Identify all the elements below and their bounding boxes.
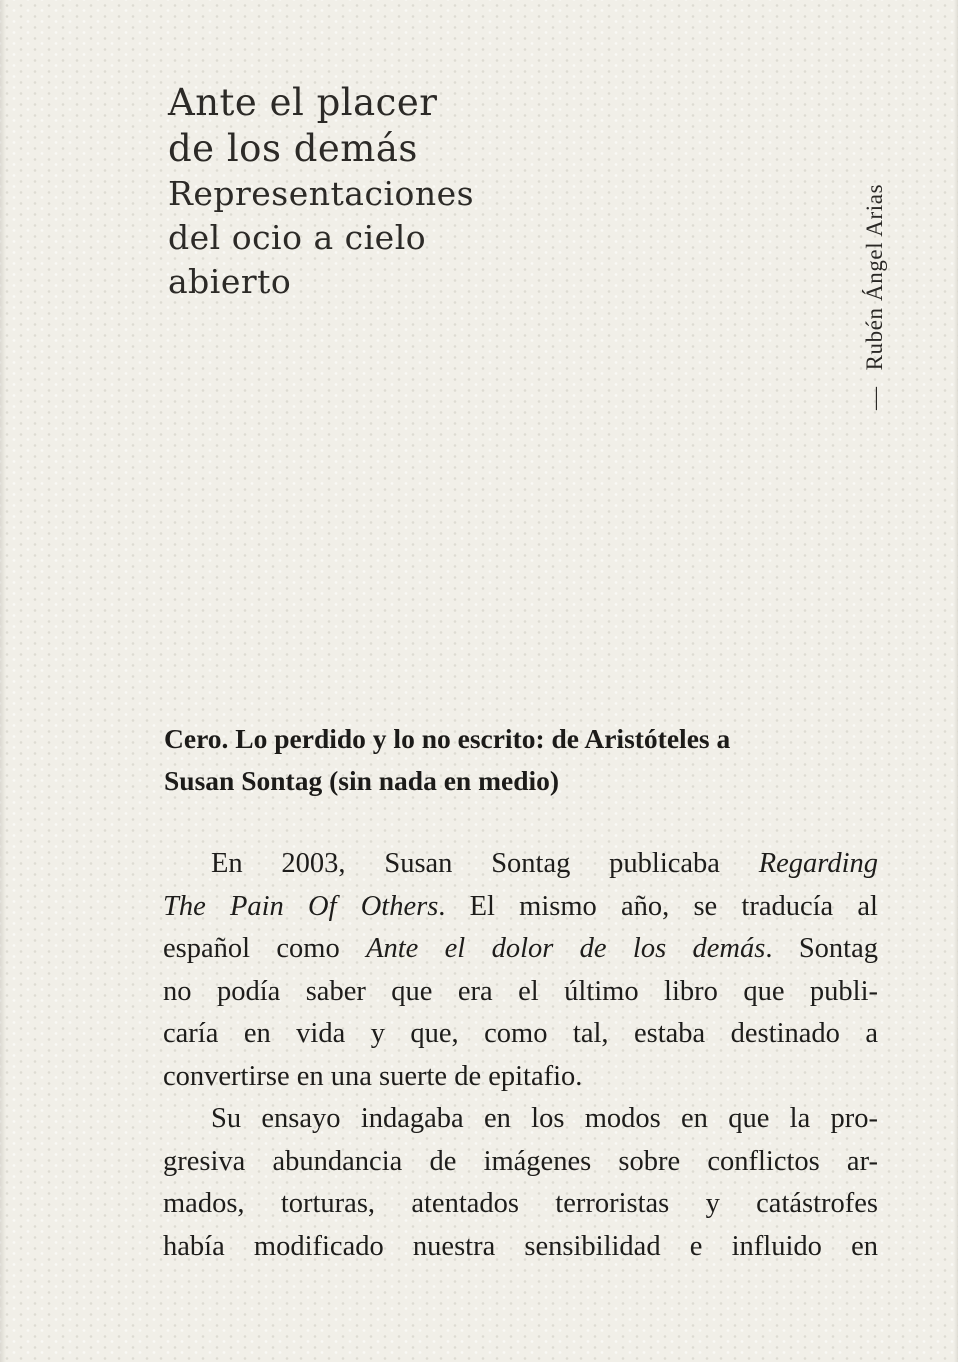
- text-run: En 2003, Susan Sontag publicaba: [211, 848, 759, 879]
- author-credit: [850, 80, 890, 410]
- author-dash: —: [862, 386, 887, 410]
- paragraph-2: [163, 1098, 878, 1268]
- page-left-edge: [0, 0, 6, 1362]
- text-line: [163, 928, 878, 971]
- text-run: . Sontag: [765, 933, 878, 964]
- text-line: había modificado nuestra sensibilidad e influido en: [163, 1230, 878, 1262]
- book-subtitle-line: Representaciones: [168, 174, 475, 213]
- text-run: . El mismo año, se traducía al: [438, 890, 878, 922]
- book-title-line: Ante el placer: [168, 81, 438, 124]
- book-subtitle-line: abierto: [168, 262, 292, 301]
- text-line: [163, 886, 878, 929]
- text-line: [163, 843, 878, 886]
- book-title-line: de los demás: [168, 127, 418, 170]
- chapter-heading-line: Cero. Lo perdido y lo no escrito: de Aristóteles a: [164, 723, 731, 754]
- text-line: no podía saber que era el último libro que publi-: [163, 975, 878, 1007]
- italic-book-title: Ante el dolor de los demás: [366, 933, 766, 964]
- book-title-block: [168, 80, 568, 304]
- chapter-heading: [164, 718, 884, 802]
- text-line: gresiva abundancia de imágenes sobre conflictos ar-: [163, 1145, 878, 1177]
- text-line: Su ensayo indagaba en los modos en que la pro-: [211, 1103, 878, 1134]
- chapter-heading-line: Susan Sontag (sin nada en medio): [164, 765, 560, 796]
- text-line: caría en vida y que, como tal, estaba destinado a: [163, 1018, 878, 1049]
- text-line: mados, torturas, atentados terroristas y catástrofes: [163, 1188, 878, 1219]
- text-line: convertirse en una suerte de epitafio.: [163, 1060, 583, 1092]
- text-run: español como: [163, 933, 367, 964]
- paragraph-1: [163, 843, 878, 1098]
- italic-book-title: Regarding: [758, 848, 878, 879]
- body-text: [163, 843, 878, 1268]
- page-right-edge: [954, 0, 958, 1362]
- italic-book-title: The Pain Of Others: [163, 890, 439, 922]
- author-name: Rubén Ángel Arias: [862, 183, 887, 371]
- book-subtitle-line: del ocio a cielo: [168, 218, 427, 257]
